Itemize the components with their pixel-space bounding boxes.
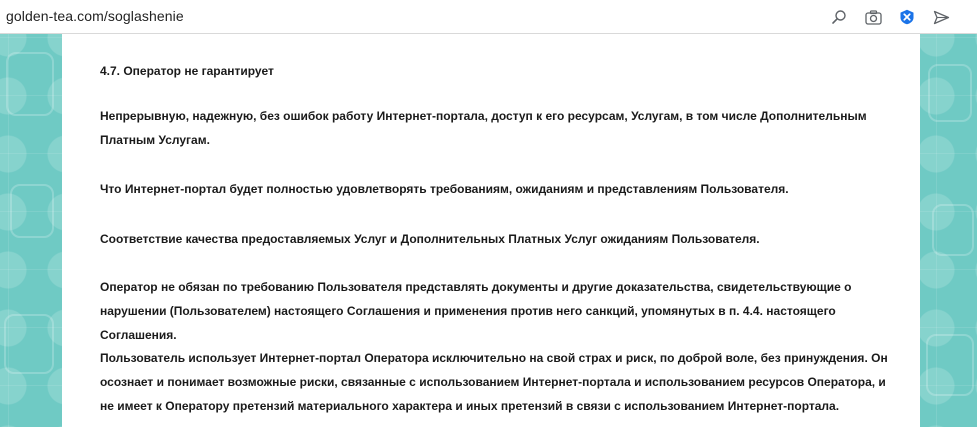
paragraph: Непрерывную, надежную, без ошибок работу Интернет-портала, доступ к его ресурсам, Услугам, в том числе Дополнительным Платным Услугам.	[100, 109, 867, 147]
background-pattern-tile	[932, 204, 974, 256]
address-bar-actions	[829, 6, 951, 28]
url-field[interactable]: golden-tea.com/soglashenie	[6, 8, 184, 24]
background-pattern-tile	[6, 52, 54, 116]
extension-icon[interactable]	[897, 7, 917, 27]
paragraph: Соответствие качества предоставляемых Услуг и Дополнительных Платных Услуг ожиданиям Пользователя.	[100, 232, 760, 246]
background-pattern-tile	[926, 334, 974, 396]
background-pattern-tile	[928, 64, 972, 122]
background-pattern-tile	[10, 184, 54, 238]
paragraph: Пользователь использует Интернет-портал Оператора исключительно на свой страх и риск, по доброй воле, без принуждения. Он осознает и понимает возможные риски, связанные с использованием Интернет-портала и использованием ресурсов Оператора, и не имеет к Оператору претензий материального характера и иных претензий в связи с использованием Интернет-портала.	[100, 351, 888, 413]
section-title: 4.7. Оператор не гарантирует	[100, 64, 274, 78]
paragraph: Оператор не обязан по требованию Пользователя представлять документы и другие доказательства, свидетельствующие о нарушении (Пользователем) настоящего Соглашения и применения против него санкций, упомянутых в п. 4.4. настоящего Соглашения.	[100, 280, 852, 342]
send-icon[interactable]	[931, 7, 951, 27]
paragraph: Что Интернет-портал будет полностью удовлетворять требованиям, ожиданиям и представлениям Пользователя.	[100, 182, 789, 196]
camera-icon[interactable]	[863, 7, 883, 27]
address-bar	[0, 0, 977, 34]
background-pattern-tile	[4, 314, 54, 374]
agreement-content	[62, 34, 920, 427]
search-icon[interactable]	[829, 7, 849, 27]
